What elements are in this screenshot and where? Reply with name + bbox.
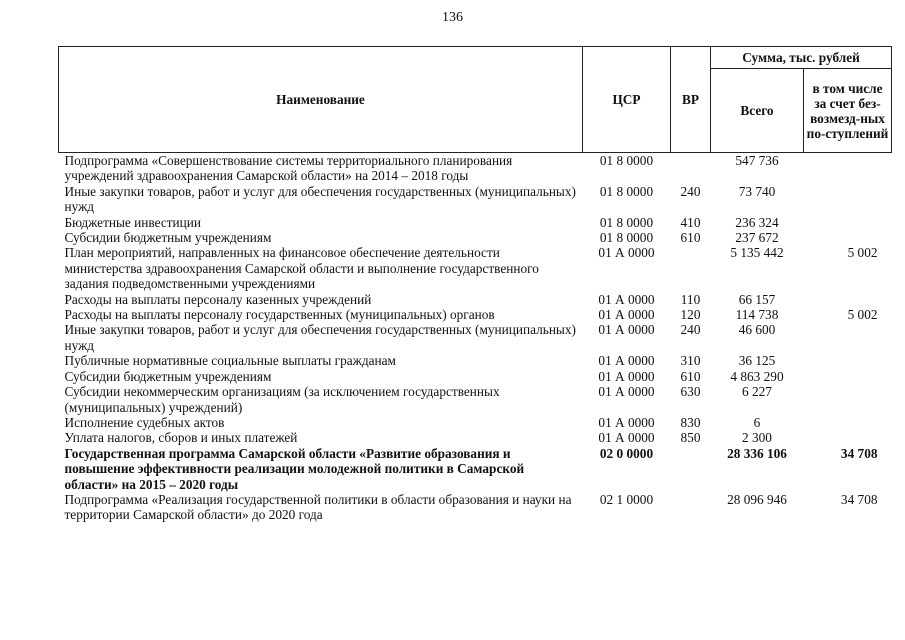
row-name: Исполнение судебных актов xyxy=(64,414,225,430)
row-vr xyxy=(671,446,711,492)
row-total: 236 324 xyxy=(735,214,779,230)
row-free xyxy=(804,369,892,384)
row-csr: 01 А 0000 xyxy=(598,430,655,446)
header-vr: ВР xyxy=(671,47,711,153)
row-free xyxy=(804,153,892,184)
row-name: Публичные нормативные социальные выплаты гражданам xyxy=(64,353,396,369)
row-csr: 01 8 0000 xyxy=(599,214,654,230)
row-csr: 01 А 0000 xyxy=(598,245,655,261)
row-total: 6 227 xyxy=(742,384,772,400)
budget-table xyxy=(58,46,892,523)
row-free: 5 002 xyxy=(847,245,878,261)
row-total: 36 125 xyxy=(738,353,776,369)
row-total: 114 738 xyxy=(735,307,779,323)
row-csr: 01 А 0000 xyxy=(598,353,655,369)
table-row xyxy=(59,245,892,291)
table-row xyxy=(59,322,892,353)
row-free: 34 708 xyxy=(840,445,878,461)
table-row xyxy=(59,292,892,307)
row-name: Бюджетные инвестиции xyxy=(64,214,202,230)
row-free xyxy=(804,292,892,307)
row-csr: 01 А 0000 xyxy=(598,414,655,430)
table-header xyxy=(59,47,892,153)
row-vr: 310 xyxy=(680,353,701,369)
table-row xyxy=(59,492,892,523)
row-free xyxy=(804,430,892,445)
row-free xyxy=(804,184,892,215)
row-vr xyxy=(671,245,711,291)
row-total: 46 600 xyxy=(738,322,776,338)
row-name: Субсидии некоммерческим организациям (за исключением государственных (муниципальных) учреждений) xyxy=(64,384,500,415)
table-row xyxy=(59,446,892,492)
header-csr: ЦСР xyxy=(583,47,671,153)
header-free: в том числе за счет без-возмезд-ных по-ступлений xyxy=(804,69,892,153)
row-vr: 610 xyxy=(680,230,701,246)
row-csr: 02 0 0000 xyxy=(599,445,654,461)
row-total: 73 740 xyxy=(738,183,776,199)
row-total: 5 135 442 xyxy=(730,245,784,261)
row-name: Субсидии бюджетным учреждениям xyxy=(64,230,272,246)
row-vr: 240 xyxy=(680,322,701,338)
row-free xyxy=(804,215,892,230)
row-vr: 850 xyxy=(680,430,701,446)
row-name: Государственная программа Самарской области «Развитие образования и повышение эффективности реализации молодежной политики в Самарской области» на 2015 – 2020 годы xyxy=(64,445,525,492)
row-vr: 610 xyxy=(680,368,701,384)
table-body xyxy=(59,153,892,523)
row-name: Расходы на выплаты персоналу казенных учреждений xyxy=(64,291,372,307)
row-vr: 240 xyxy=(680,183,701,199)
row-total: 66 157 xyxy=(738,291,776,307)
row-free xyxy=(804,415,892,430)
table-row xyxy=(59,153,892,184)
row-csr: 02 1 0000 xyxy=(599,491,654,507)
row-csr: 01 А 0000 xyxy=(598,384,655,400)
row-name: Подпрограмма «Реализация государственной политики в области образования и науки на территории Самарской области» до 2020 года xyxy=(64,491,572,523)
row-vr xyxy=(671,153,711,184)
header-name: Наименование xyxy=(59,47,583,153)
row-vr: 110 xyxy=(680,291,701,307)
row-csr: 01 8 0000 xyxy=(599,183,654,199)
table-row xyxy=(59,307,892,322)
row-vr xyxy=(671,492,711,523)
row-free: 5 002 xyxy=(847,307,878,323)
table-row xyxy=(59,184,892,215)
row-vr: 830 xyxy=(680,414,701,430)
row-csr: 01 А 0000 xyxy=(598,291,655,307)
row-free xyxy=(804,230,892,245)
table-row xyxy=(59,384,892,415)
row-name: Иные закупки товаров, работ и услуг для обеспечения государственных (муниципальных) нужд xyxy=(64,183,576,215)
row-csr: 01 8 0000 xyxy=(599,153,654,168)
row-total: 6 xyxy=(753,414,761,430)
row-vr: 120 xyxy=(680,307,701,323)
header-total: Всего xyxy=(711,69,804,153)
row-total: 4 863 290 xyxy=(730,368,784,384)
row-csr: 01 А 0000 xyxy=(598,368,655,384)
table-row xyxy=(59,415,892,430)
row-free xyxy=(804,322,892,353)
row-name: План мероприятий, направленных на финансовое обеспечение деятельности министерства здравоохранения Самарской области и выполнение государственного задания подведомственными учреждениями xyxy=(64,245,539,292)
row-vr: 630 xyxy=(680,384,701,400)
row-total: 547 736 xyxy=(735,153,779,168)
row-free xyxy=(804,353,892,368)
table-row xyxy=(59,353,892,368)
row-csr: 01 А 0000 xyxy=(598,307,655,323)
row-name: Расходы на выплаты персоналу государственных (муниципальных) органов xyxy=(64,307,495,323)
row-name: Субсидии бюджетным учреждениям xyxy=(64,368,272,384)
row-vr: 410 xyxy=(680,214,701,230)
table-row xyxy=(59,430,892,445)
page-number: 136 xyxy=(442,10,463,25)
row-name: Уплата налогов, сборов и иных платежей xyxy=(64,430,298,446)
row-name: Подпрограмма «Совершенствование системы территориального планирования учреждений здравоохранения Самарской области» на 2014 – 2018 годы xyxy=(64,153,513,184)
row-free xyxy=(804,384,892,415)
row-total: 2 300 xyxy=(742,430,772,446)
row-free: 34 708 xyxy=(840,491,878,507)
table-row xyxy=(59,215,892,230)
table-row xyxy=(59,369,892,384)
row-csr: 01 8 0000 xyxy=(599,230,654,246)
row-total: 237 672 xyxy=(735,230,779,246)
header-sum-group: Сумма, тыс. рублей xyxy=(711,47,892,69)
row-csr: 01 А 0000 xyxy=(598,322,655,338)
table-row xyxy=(59,230,892,245)
row-total: 28 336 106 xyxy=(727,445,787,461)
row-total: 28 096 946 xyxy=(727,491,787,507)
row-name: Иные закупки товаров, работ и услуг для обеспечения государственных (муниципальных) нужд xyxy=(64,322,576,353)
